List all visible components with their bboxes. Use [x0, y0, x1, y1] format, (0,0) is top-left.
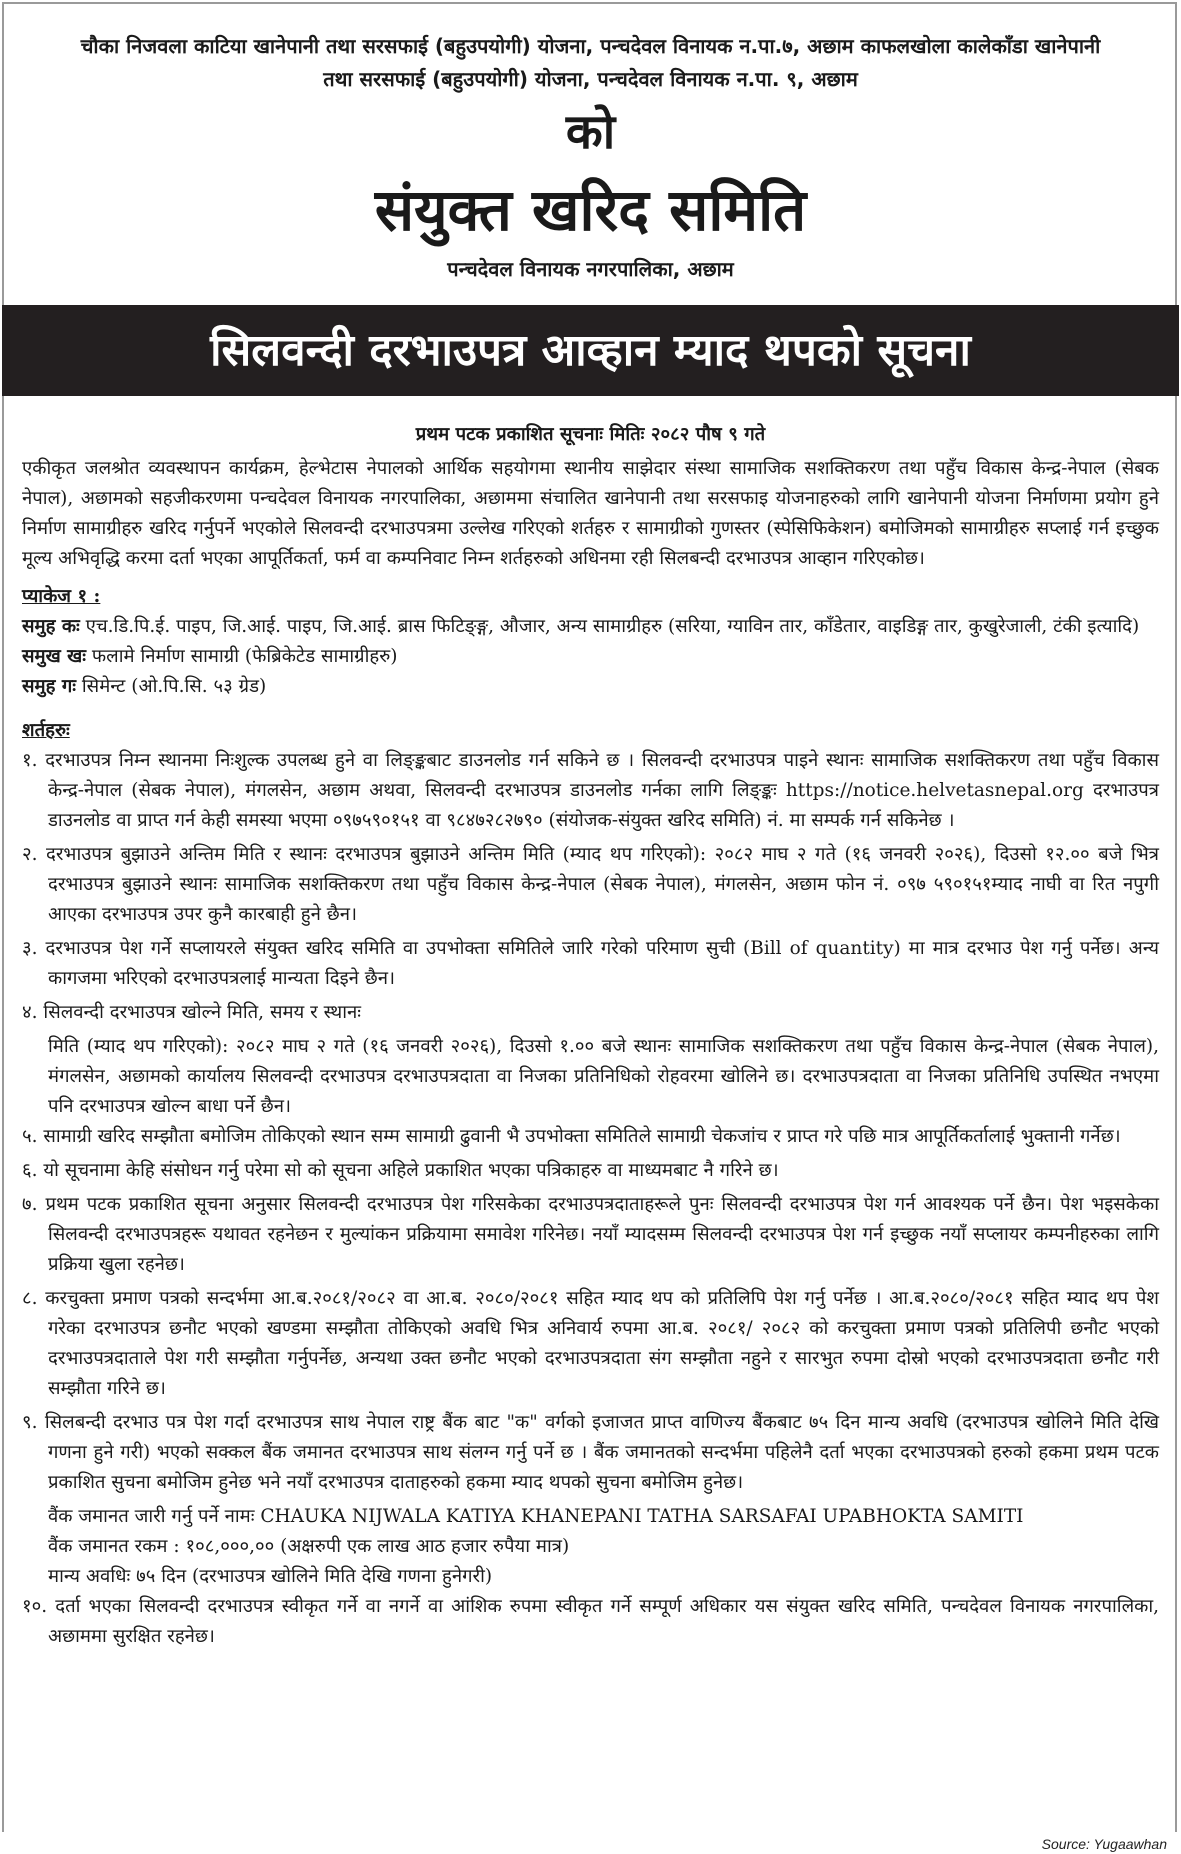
condition-item	[22, 746, 1159, 836]
committee-title: संयुक्त खरिद समिति	[374, 176, 807, 244]
conditions-list	[22, 746, 1159, 1652]
published-date: प्रथम पटक प्रकाशित सूचनाः मितिः २०८२ पौष ९ गते	[415, 424, 766, 445]
header-line-1: चौका निजवला काटिया खानेपानी तथा सरसफाई (बहुउपयोगी) योजना, पन्चदेवल विनायक न.पा.७, अछाम काफलखोला कालेकाँडा खानेपानी	[80, 34, 1101, 58]
package-groups	[22, 612, 1159, 702]
source-credit: Source: Yugaawhan	[1041, 1836, 1167, 1852]
package-group	[22, 672, 1159, 702]
condition-item	[22, 1190, 1159, 1280]
group-label: समुह गः	[22, 676, 76, 697]
condition-number: ६.	[22, 1160, 38, 1181]
condition-item	[22, 1156, 1159, 1186]
condition-number: ४.	[22, 1002, 38, 1023]
header-line-2: तथा सरसफाई (बहुउपयोगी) योजना, पन्चदेवल विनायक न.पा. ९, अछाम	[323, 67, 858, 91]
condition-item	[22, 1122, 1159, 1152]
package-title: प्याकेज १ :	[22, 586, 101, 607]
condition-text: दरभाउपत्र निम्न स्थानमा निःशुल्क उपलब्ध हुने वा लिङ्ङ्कबाट डाउनलोड गर्न सकिने छ । सिलवन्दी दरभाउपत्र पाइने स्थानः सामाजिक सशक्तिकरण तथा पहुँच विकास केन्द्र-नेपाल (सेबक नेपाल), मंगलसेन, अछाम अथवा, सिलवन्दी दरभाउपत्र डाउनलोड गर्नका लागि लिङ्ङ्कः https://notice.helvetasnepal.org दरभाउपत्र डाउनलोड वा प्राप्त गर्न केही समस्या भएमा ०९७५९०१५१ वा ९८४७२८२७९० (संयोजक-संयुक्त खरिद समिति) नं. मा सम्पर्क गर्न सकिनेछ ।	[45, 750, 1159, 831]
condition-number: ३.	[22, 938, 38, 959]
condition-text: दर्ता भएका सिलवन्दी दरभाउपत्र स्वीकृत गर्ने वा नगर्ने वा आंशिक रुपमा स्वीकृत गर्ने सम्पूर्ण अधिकार यस संयुक्त खरिद समिति, पन्चदेवल विनायक नगरपालिका, अछाममा सुरक्षित रहनेछ।	[48, 1596, 1159, 1647]
group-label: समुह कः	[22, 616, 80, 637]
condition-text: करचुक्ता प्रमाण पत्रको सन्दर्भमा आ.ब.२०८१/२०८२ वा आ.ब. २०८०/२०८१ सहित म्याद थप को प्रतिलिपि पेश गर्नु पर्नेछ । आ.ब.२०८०/२०८१ सहित म्याद थप पेश गरेका दरभाउपत्र छनौट भएको खण्डमा सम्झौता तोकिएको अवधि भित्र अनिवार्य रुपमा आ.ब. २०८१/ २०८२ को करचुक्ता प्रमाण पत्रको प्रतिलिपी छनौट भएको दरभाउपत्रदाताले पेश गरी सम्झौता गर्नुपर्नेछ, अन्यथा उक्त छनौट भएको दरभाउपत्रदाता संग सम्झौता नहुने र सारभुत रुपमा दोस्रो भएको दरभाउपत्रदाता छनौट गरी सम्झौता गरिने छ।	[45, 1288, 1159, 1399]
package-group	[22, 642, 1159, 672]
condition-text: दरभाउपत्र बुझाउने अन्तिम मिति र स्थानः दरभाउपत्र बुझाउने अन्तिम मिति (म्याद थप गरिएको): २०८२ माघ २ गते (१६ जनवरी २०२६), दिउसो १२.०० बजे भित्र दरभाउपत्र बुझाउने स्थानः सामाजिक सशक्तिकरण तथा पहुँच विकास केन्द्र-नेपाल (सेबक नेपाल), मंगलसेन, अछाम फोन नं. ०९७ ५९०१५१म्याद नाघी वा रित नपुगी आएका दरभाउपत्र उपर कुनै कारबाही हुने छैन।	[46, 844, 1159, 925]
condition-number: २.	[22, 844, 38, 865]
condition-number: ५.	[22, 1126, 38, 1147]
condition-text: सामाग्री खरिद सम्झौता बमोजिम तोकिएको स्थान सम्म सामाग्री ढुवानी भै उपभोक्ता समितिले सामाग्री चेकजांच र प्राप्त गरे पछि मात्र आपूर्तिकर्तालाई भुक्तानी गर्नेछ।	[43, 1126, 1121, 1147]
group-text: एच.डि.पि.ई. पाइप, जि.आई. पाइप, जि.आई. ब्रास फिटिङ्ङ्ग, औजार, अन्य सामाग्रीहरु (सरिया, ग्याविन तार, काँडेतार, वाइडिङ्ग तार, कुखुरेजाली, टंकी इत्यादि)	[85, 616, 1140, 637]
bank-guarantee-detail: वैंक जमानत रकम : १०८,०००,०० (अक्षरुपी एक लाख आठ हजार रुपैया मात्र)	[48, 1536, 570, 1557]
condition-number: ८.	[22, 1288, 38, 1309]
bank-guarantee-detail: वैंक जमानत जारी गर्नु पर्ने नामः CHAUKA NIJWALA KATIYA KHANEPANI TATHA SARSAFAI UPABHOKTA SAMITI	[48, 1506, 1024, 1527]
header-projects	[20, 30, 1161, 96]
condition-text: सिलबन्दी दरभाउ पत्र पेश गर्दा दरभाउपत्र साथ नेपाल राष्ट्र बैंक बाट "क" वर्गको इजाजत प्राप्त वाणिज्य बैंकबाट ७५ दिन मान्य अवधि (दरभाउपत्र खोलिने मिति देखि गणना हुने गरी) भएको सक्कल बैंक जमानत दरभाउपत्र साथ संलग्न गर्नु पर्ने छ । बैंक जमानतको सन्दर्भमा पहिलेनै दर्ता भएका दरभाउपत्रको हरुको हकमा प्रथम पटक प्रकाशित सुचना बमोजिम हुनेछ भने नयाँ दरभाउपत्र दाताहरुको हकमा म्याद थपको सुचना बमोजिम हुनेछ।	[44, 1412, 1159, 1493]
condition-number: १०.	[22, 1596, 48, 1617]
group-text: फलामे निर्माण सामाग्री (फेब्रिकेटेड सामाग्रीहरु)	[91, 646, 398, 667]
header-ko: को	[565, 104, 616, 160]
condition-number: ९.	[22, 1412, 38, 1433]
condition-item	[22, 934, 1159, 994]
condition-number: ७.	[22, 1194, 38, 1215]
condition-text: प्रथम पटक प्रकाशित सूचना अनुसार सिलवन्दी दरभाउपत्र पेश गरिसकेका दरभाउपत्रदाताहरूले पुनः सिलवन्दी दरभाउपत्र पेश गर्न आवश्यक पर्ने छैन। पेश भइसकेका सिलवन्दी दरभाउपत्रहरू यथावत रहनेछन र मुल्यांकन प्रक्रियामा समावेश गरिनेछ। नयाँ म्यादसम्म सिलवन्दी दरभाउपत्र पेश गर्न इच्छुक नयाँ सप्लायर कम्पनीहरुका लागि प्रक्रिया खुला रहनेछ।	[45, 1194, 1160, 1275]
condition-item	[22, 1284, 1159, 1404]
group-text: सिमेन्ट (ओ.पि.सि. ५३ ग्रेड)	[81, 676, 267, 697]
condition-text: दरभाउपत्र पेश गर्ने सप्लायरले संयुक्त खरिद समिति वा उपभोक्ता समितिले जारि गरेको परिमाण सुची (Bill of quantity) मा मात्र दरभाउ पेश गर्नु पर्नेछ। अन्य कागजमा भरिएको दरभाउपत्रलाई मान्यता दिइने छैन।	[45, 938, 1159, 989]
condition-item	[22, 998, 1159, 1028]
package-group	[22, 612, 1159, 642]
notice-banner: सिलवन्दी दरभाउपत्र आव्हान म्याद थपको सूचना	[2, 305, 1179, 396]
condition-item	[22, 1592, 1159, 1652]
notice-body	[22, 420, 1159, 1656]
condition-item	[22, 1408, 1159, 1498]
municipality: पन्चदेवल विनायक नगरपालिका, अछाम	[447, 257, 734, 281]
condition-subtext: मिति (म्याद थप गरिएको): २०८२ माघ २ गते (१६ जनवरी २०२६), दिउसो १.०० बजे स्थानः सामाजिक सशक्तिकरण तथा पहुँच विकास केन्द्र-नेपाल (सेबक नेपाल), मंगलसेन, अछामको कार्यालय सिलवन्दी दरभाउपत्र दरभाउपत्रदाता वा निजका प्रतिनिधिको रोहवरमा खोलिने छ। दरभाउपत्रदाता वा निजका प्रतिनिधि उपस्थित नभएमा पनि दरभाउपत्र खोल्न बाधा पर्ने छैन।	[48, 1036, 1159, 1117]
condition-text: सिलवन्दी दरभाउपत्र खोल्ने मिति, समय र स्थानः	[43, 1002, 362, 1023]
condition-text: यो सूचनामा केहि संसोधन गर्नु परेमा सो को सूचना अहिले प्रकाशित भएका पत्रिकाहरु वा माध्यमबाट नै गरिने छ।	[43, 1160, 779, 1181]
condition-item	[22, 840, 1159, 930]
condition-number: १.	[22, 750, 38, 771]
group-label: समुख खः	[22, 646, 87, 667]
intro-paragraph: एकीकृत जलश्रोत व्यवस्थापन कार्यक्रम, हेल्भेटास नेपालको आर्थिक सहयोगमा स्थानीय साझेदार संस्था सामाजिक सशक्तिकरण तथा पहुँच विकास केन्द्र-नेपाल (सेबक नेपाल), अछामको सहजीकरणमा पन्चदेवल विनायक नगरपालिका, अछाममा संचालित खानेपानी तथा सरसफाइ योजनाहरुको लागि खानेपानी योजना निर्माणमा प्रयोग हुने निर्माण सामाग्रीहरु खरिद गर्नुपर्ने भएकोले सिलवन्दी दरभाउपत्रमा उल्लेख गरिएको शर्तहरु र सामाग्रीको गुणस्तर (स्पेसिफिकेशन) बमोजिमको सामाग्रीहरु सप्लाई गर्न इच्छुक मूल्य अभिवृद्धि करमा दर्ता भएका आपूर्तिकर्ता, फर्म वा कम्पनिवाट निम्न शर्तहरुको अधिनमा रही सिलबन्दी दरभाउपत्र आव्हान गरिएकोछ।	[22, 458, 1159, 569]
bank-guarantee-detail: मान्य अवधिः ७५ दिन (दरभाउपत्र खोलिने मिति देखि गणना हुनेगरी)	[48, 1566, 493, 1587]
conditions-title: शर्तहरुः	[22, 720, 70, 741]
